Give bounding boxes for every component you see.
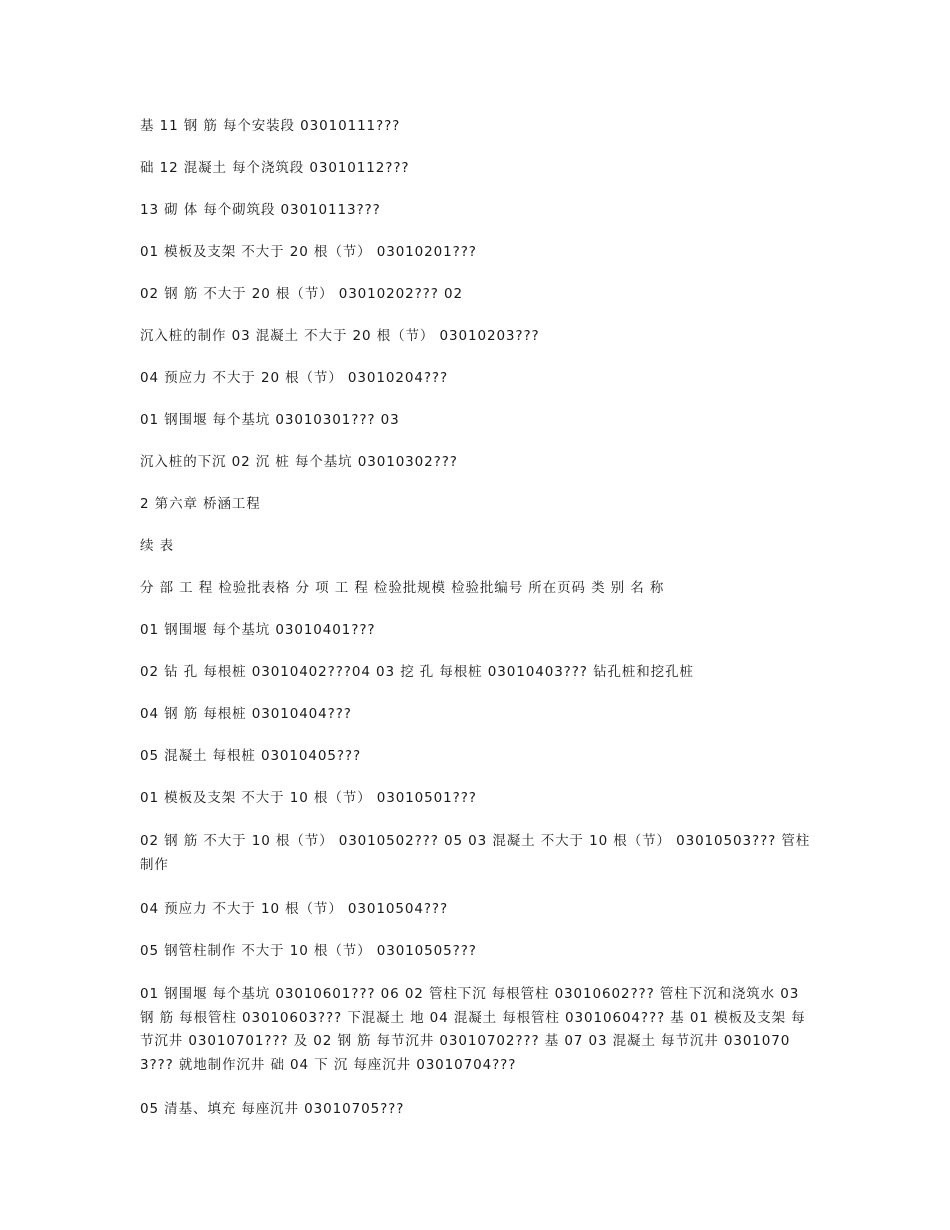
text-line: 基 11 钢 筋 每个安装段 03010111??? — [140, 118, 401, 134]
text-line: 05 钢管柱制作 不大于 10 根（节） 03010505??? — [140, 943, 477, 959]
text-line: 础 12 混凝土 每个浇筑段 03010112??? — [140, 160, 410, 176]
text-line: 02 钻 孔 每根桩 03010402???04 03 挖 孔 每根桩 03010403??? 钻孔桩和挖孔桩 — [140, 664, 694, 680]
table-header-line: 分 部 工 程 检验批表格 分 项 工 程 检验批规模 检验批编号 所在页码 类 别 名 称 — [140, 580, 665, 596]
text-line: 01 模板及支架 不大于 10 根（节） 03010501??? — [140, 790, 477, 806]
text-line: 沉入桩的制作 03 混凝土 不大于 20 根（节） 03010203??? — [140, 328, 540, 344]
document-body — [140, 116, 812, 1141]
text-line: 05 清基、填充 每座沉井 03010705??? — [140, 1101, 405, 1117]
text-line: 13 砌 体 每个砌筑段 03010113??? — [140, 202, 381, 218]
text-line: 01 钢围堰 每个基坑 03010401??? — [140, 622, 376, 638]
text-line: 02 钢 筋 不大于 20 根（节） 03010202??? 02 — [140, 286, 463, 302]
section-heading: 2 第六章 桥涵工程 — [140, 496, 261, 512]
text-line: 04 预应力 不大于 10 根（节） 03010504??? — [140, 901, 449, 917]
text-line: 04 预应力 不大于 20 根（节） 03010204??? — [140, 370, 449, 386]
text-line: 沉入桩的下沉 02 沉 桩 每个基坑 03010302??? — [140, 454, 458, 470]
text-line: 02 钢 筋 不大于 10 根（节） 03010502??? 05 03 混凝土 不大于 10 根（节） 03010503??? 管柱制作 — [140, 833, 811, 873]
text-line: 05 混凝土 每根桩 03010405??? — [140, 748, 362, 764]
continued-label: 续 表 — [140, 538, 174, 554]
text-line: 01 钢围堰 每个基坑 03010301??? 03 — [140, 412, 400, 428]
text-block: 01 钢围堰 每个基坑 03010601??? 06 02 管柱下沉 每根管柱 03010602??? 管柱下沉和浇筑水 03 钢 筋 每根管柱 03010603??? 下混凝土 地 04 混凝土 每根管柱 03010604??? 基 01 模板及支架 每节沉井 03010701??? 及 02 钢 筋 每节沉井 03010702??? 基 07 03 混凝土 每节沉井 03010703??? 就地制作沉井 础 04 下 沉 每座沉井 03010704??? — [140, 986, 806, 1073]
text-line: 04 钢 筋 每根桩 03010404??? — [140, 706, 352, 722]
text-line: 01 模板及支架 不大于 20 根（节） 03010201??? — [140, 244, 477, 260]
